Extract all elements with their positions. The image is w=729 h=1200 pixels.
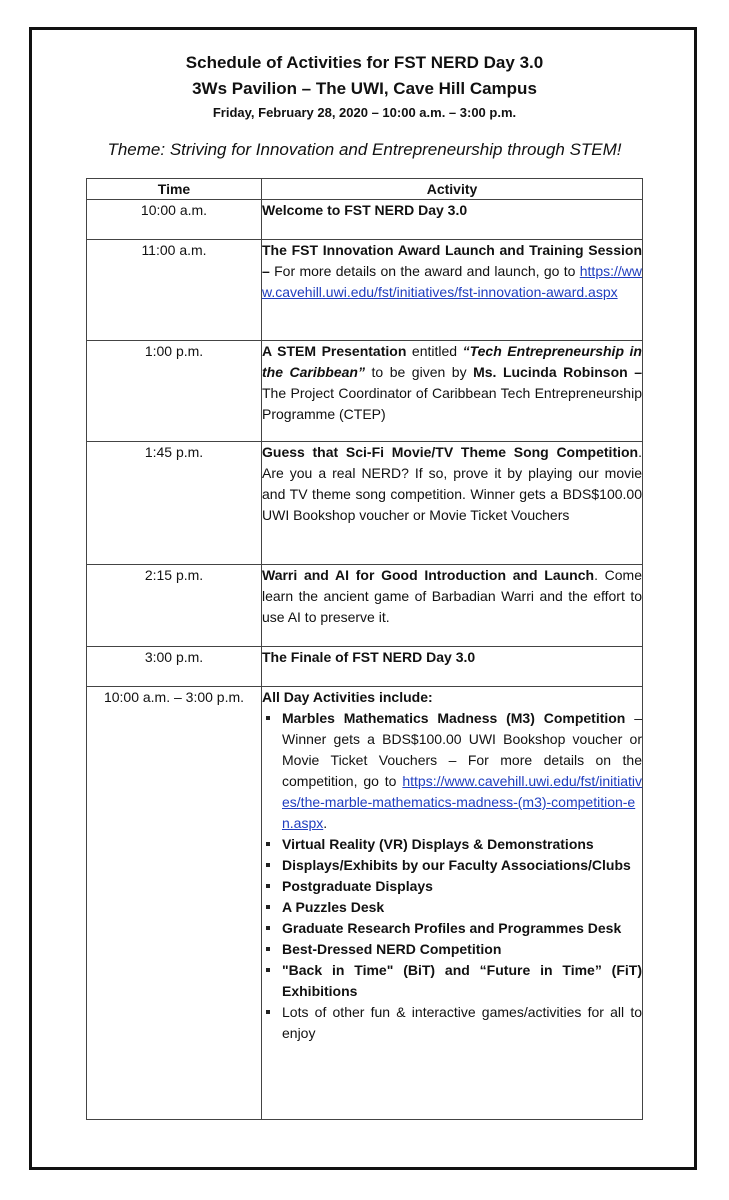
time-cell: 10:00 a.m.: [87, 200, 262, 240]
table-row: [87, 200, 643, 240]
list-item-text: .: [323, 815, 328, 831]
activity-text: to be given by: [364, 364, 474, 380]
activity-cell: [262, 565, 643, 647]
activity-column-header: Activity: [262, 179, 643, 200]
table-header-row: [87, 179, 643, 200]
activity-text: . Come learn the ancient game of Barbadian Warri and the effort to use AI to preserve it.: [262, 567, 642, 625]
list-item: "Back in Time" (BiT) and “Future in Time” (FiT) Exhibitions: [282, 960, 642, 1002]
all-day-activity-list: [262, 708, 642, 1044]
activity-title: Warri and AI for Good Introduction and Launch: [262, 567, 595, 583]
time-cell: 2:15 p.m.: [87, 565, 262, 647]
list-item: Graduate Research Profiles and Programmes Desk: [282, 918, 642, 939]
activity-text: entitled: [406, 343, 463, 359]
time-cell: 1:00 p.m.: [87, 341, 262, 442]
activity-title: The Finale of FST NERD Day 3.0: [262, 649, 476, 665]
activity-title: Guess that Sci-Fi Movie/TV Theme Song Competition: [262, 444, 639, 460]
list-item: Virtual Reality (VR) Displays & Demonstrations: [282, 834, 642, 855]
date-heading: Friday, February 28, 2020 – 10:00 a.m. – 3:00 p.m.: [212, 105, 517, 120]
time-cell: 3:00 p.m.: [87, 647, 262, 687]
activity-title: The FST Innovation Award Launch and Training Session –: [262, 242, 642, 279]
activity-title: All Day Activities include:: [262, 689, 433, 705]
activity-cell: [262, 341, 643, 442]
time-cell: 1:45 p.m.: [87, 442, 262, 565]
theme-line: Theme: Striving for Innovation and Entrepreneurship through STEM!: [107, 140, 622, 159]
activity-cell: [262, 687, 643, 1120]
table-row: [87, 565, 643, 647]
activity-title: Welcome to FST NERD Day 3.0: [262, 202, 468, 218]
table-row: [87, 240, 643, 341]
activity-cell: [262, 442, 643, 565]
list-item: [282, 708, 642, 834]
activity-title: A STEM Presentation: [262, 343, 407, 359]
list-item: Displays/Exhibits by our Faculty Associations/Clubs: [282, 855, 642, 876]
schedule-table: [86, 178, 643, 1120]
time-cell: 11:00 a.m.: [87, 240, 262, 341]
list-item: Postgraduate Displays: [282, 876, 642, 897]
activity-text: For more details on the award and launch, go to: [269, 263, 580, 279]
list-item: A Puzzles Desk: [282, 897, 642, 918]
list-item: Best-Dressed NERD Competition: [282, 939, 642, 960]
page-title: Schedule of Activities for FST NERD Day 3.0: [185, 53, 544, 72]
time-cell: 10:00 a.m. – 3:00 p.m.: [87, 687, 262, 1120]
list-item-text: – Winner gets a BDS$100.00 UWI Bookshop voucher or Movie Ticket Vouchers – For more details on the competition, go to: [282, 710, 642, 789]
m3-competition-link[interactable]: https://www.cavehill.uwi.edu/fst/initiatives/the-marble-mathematics-madness-(m3)-competition-en.aspx: [282, 773, 642, 831]
activity-cell: [262, 200, 643, 240]
speaker-name: Ms. Lucinda Robinson –: [473, 364, 642, 380]
venue-heading: 3Ws Pavilion – The UWI, Cave Hill Campus: [192, 79, 537, 98]
table-row: [87, 442, 643, 565]
table-row: [87, 687, 643, 1120]
activity-cell: [262, 240, 643, 341]
activity-cell: [262, 647, 643, 687]
presentation-title: “Tech Entrepreneurship in the Caribbean”: [262, 343, 642, 380]
list-item-title: Marbles Mathematics Madness (M3) Competition: [282, 710, 626, 726]
activity-text: The Project Coordinator of Caribbean Tech Entrepreneurship Programme (CTEP): [262, 385, 642, 422]
list-item: Lots of other fun & interactive games/activities for all to enjoy: [282, 1002, 642, 1044]
table-row: [87, 341, 643, 442]
activity-text: . Are you a real NERD? If so, prove it by playing our movie and TV theme song competition. Winner gets a BDS$100.00 UWI Bookshop voucher or Movie Ticket Vouchers: [262, 444, 642, 523]
innovation-award-link[interactable]: https://www.cavehill.uwi.edu/fst/initiatives/fst-innovation-award.aspx: [262, 263, 642, 300]
time-column-header: Time: [87, 179, 262, 200]
table-row: [87, 647, 643, 687]
